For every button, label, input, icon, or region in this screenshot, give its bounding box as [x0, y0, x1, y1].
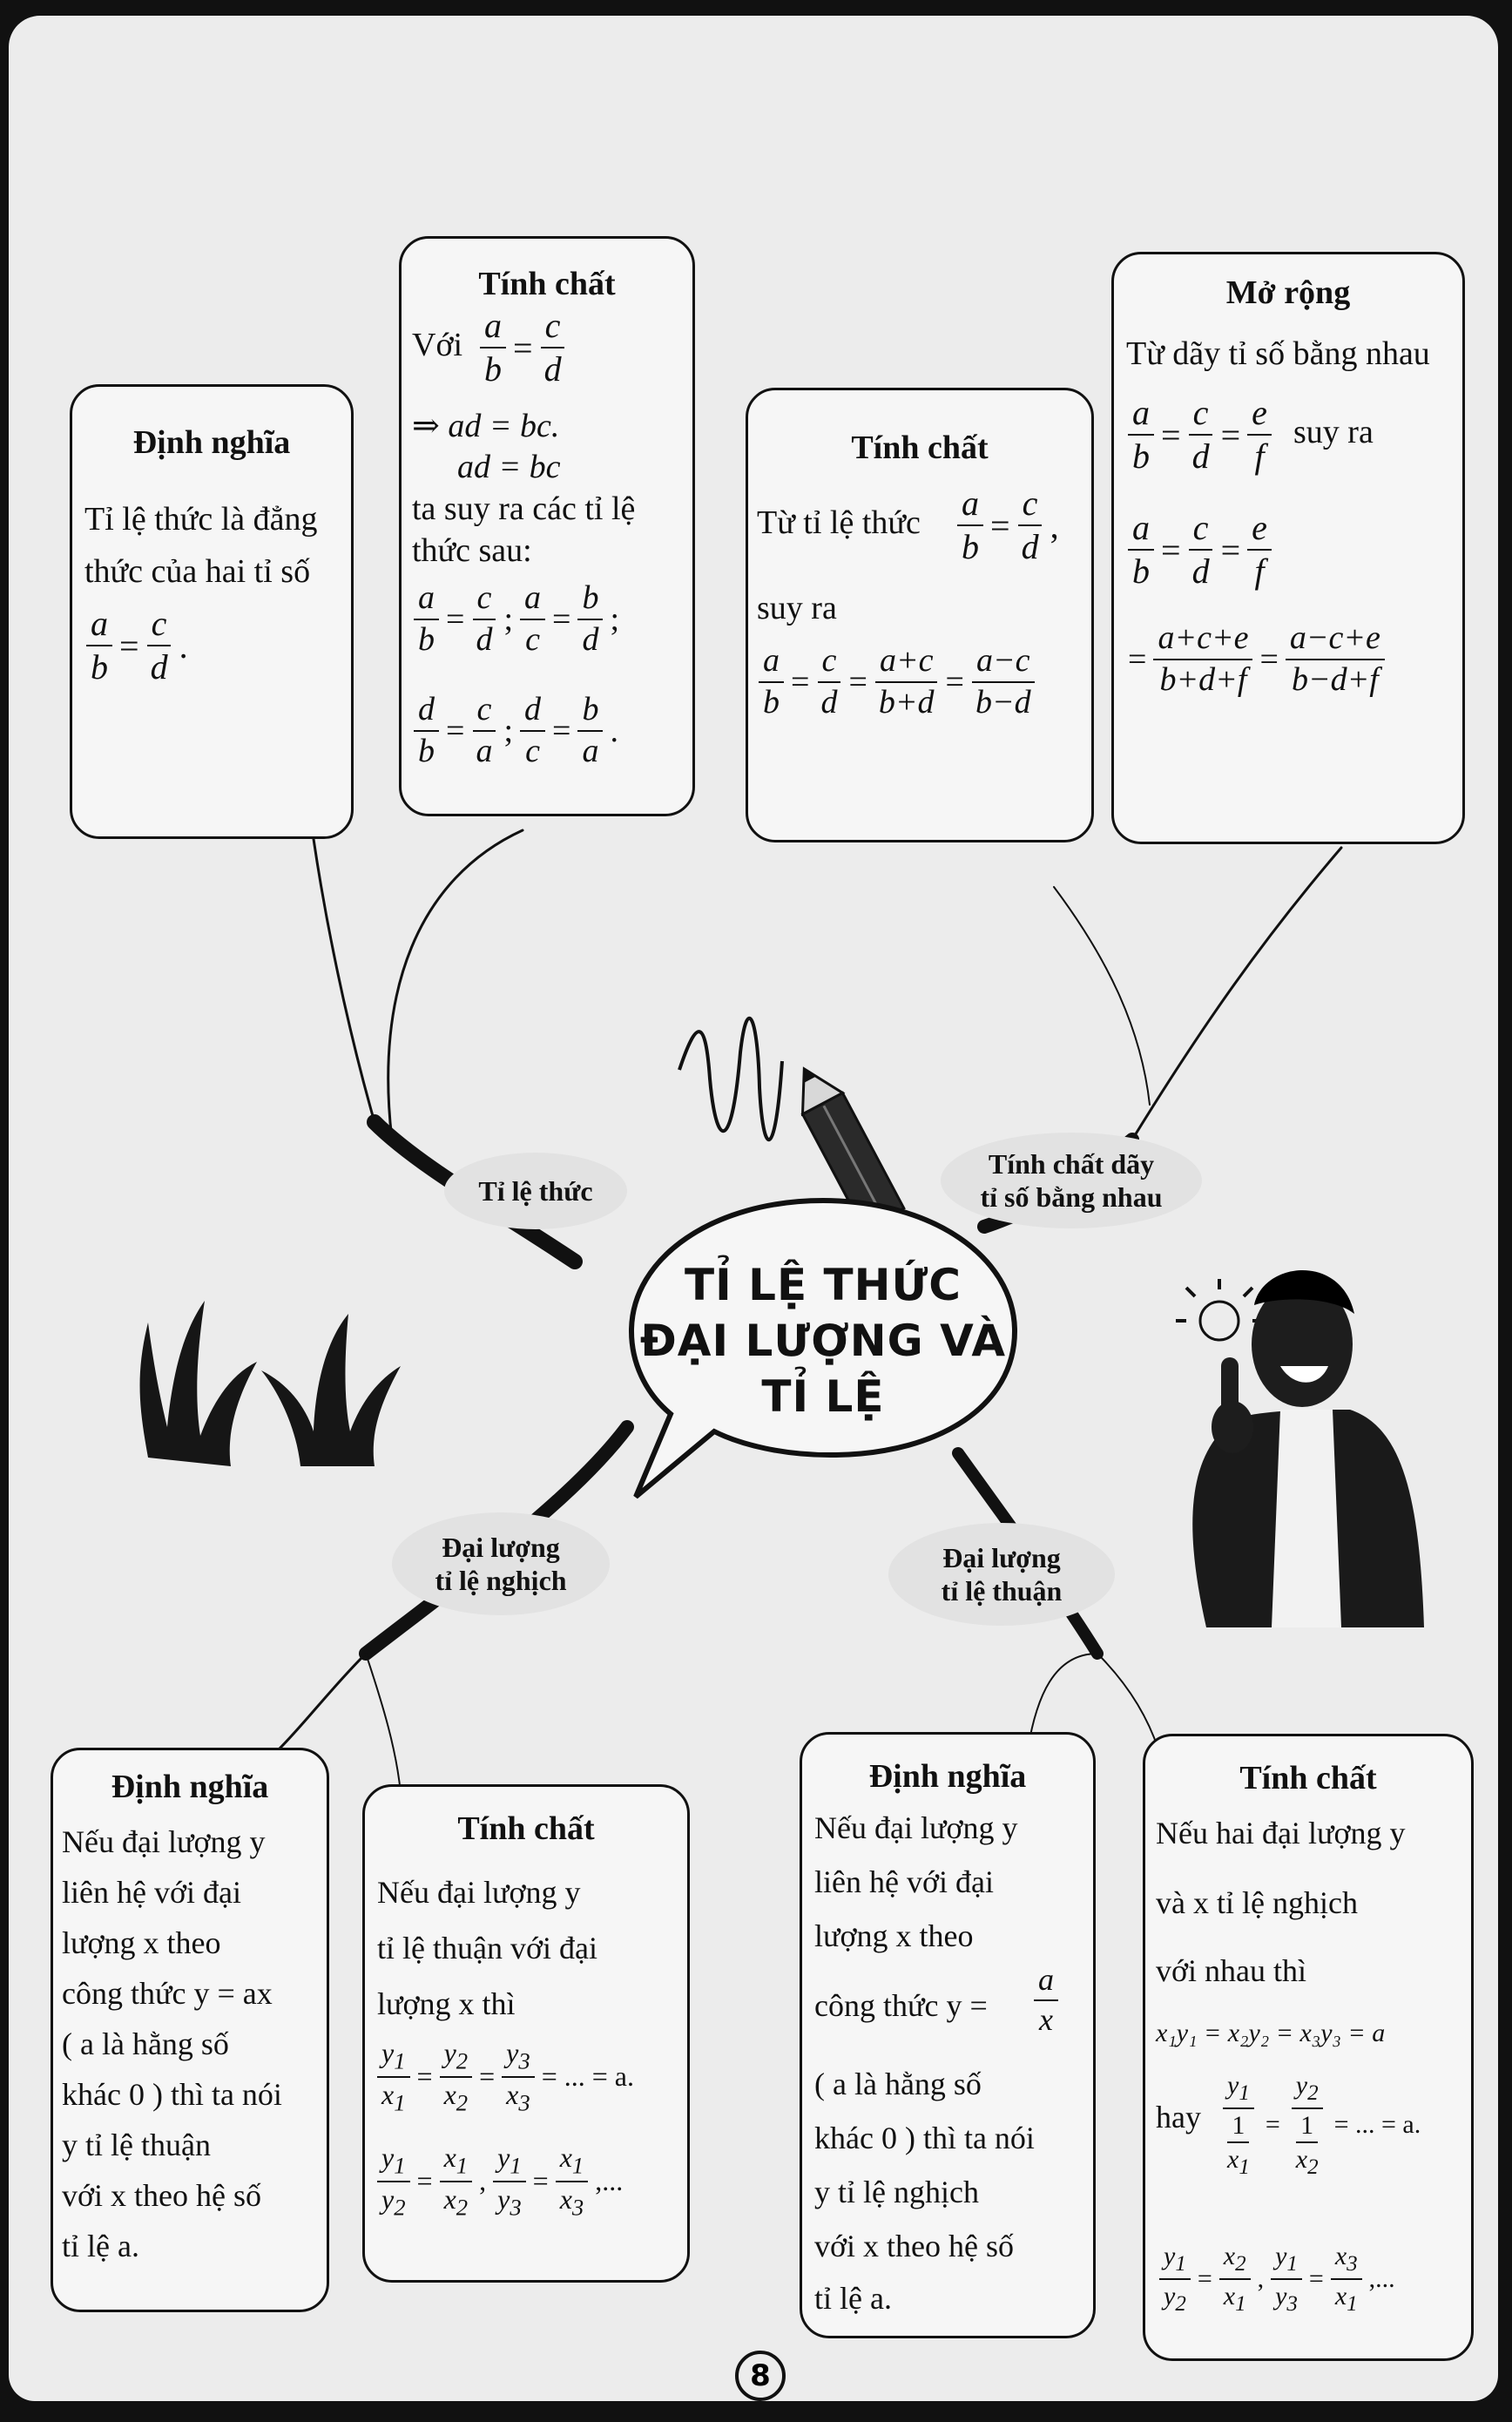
text-line: và x tỉ lệ nghịch: [1156, 1885, 1358, 1920]
branch-dai-luong-ti-le-nghich: [392, 1512, 610, 1615]
text-line: Tỉ lệ thức là đẳng: [84, 501, 318, 538]
formula-y-over-x: $\frac{y_1}{x_1}$ = $\frac{y_2}{x_2}$ = $\frac{y_3}{x_3}$ = ... = a.: [374, 2038, 638, 2115]
page-number: 8: [735, 2351, 786, 2401]
branch-line: tỉ lệ nghịch: [435, 1565, 567, 1596]
branch-ti-le-thuc: Tỉ lệ thức: [444, 1153, 627, 1229]
formula-xy-product: x₁y₁ = x₂y₂ = x₃y₃ = a: [1156, 2019, 1386, 2047]
grass-icon: [140, 1301, 401, 1466]
text-line: với nhau thì: [1156, 1953, 1307, 1988]
text-line: y tỉ lệ thuận: [62, 2128, 211, 2162]
formula-a-over-x: a x: [1030, 1963, 1062, 2037]
page: [9, 16, 1498, 2401]
branch-line: tỉ lệ thuận: [941, 1575, 1063, 1607]
card-ti-le-thuc-dinh-nghia: [70, 384, 354, 839]
center-title-line1: TỈ LỆ THỨC: [685, 1260, 962, 1310]
formula-extended-sum: = $\frac{a+c+e}{b+d+f}$ = $\frac{a-c+e}{b-d+f}$: [1124, 620, 1388, 699]
formula-sum-ratio: $\frac{a}{b}$ = $\frac{c}{d}$ = $\frac{a+c}{b+d}$ = $\frac{a-c}{b-d}$: [755, 643, 1039, 721]
formula-a-b-c-d: $\frac{a}{b}$ = $\frac{c}{d}$ ,: [954, 484, 1063, 566]
formula-a-b-c-d: $\frac{a}{b}$ = $\frac{c}{d}$ .: [83, 605, 192, 687]
formula-a-b-c-d-e-f-2: $\frac{a}{b}$ = $\frac{c}{d}$ = $\frac{e}{f}$: [1124, 509, 1275, 591]
text-line: ( a là hằng số: [814, 2067, 982, 2101]
text-line: Nếu đại lượng y: [377, 1875, 581, 1910]
text-line: suy ra: [757, 590, 837, 626]
text-line: lượng x theo: [814, 1918, 974, 1953]
card-mo-rong: [1111, 252, 1465, 844]
text-line: tỉ lệ thuận với đại: [377, 1931, 597, 1965]
branch-line: tỉ số bằng nhau: [980, 1181, 1163, 1213]
branch-line: Đại lượng: [442, 1531, 560, 1563]
card-ti-le-nghich-dinh-nghia: [800, 1732, 1096, 2338]
text-line: y tỉ lệ nghịch: [814, 2175, 979, 2209]
text-line: với x theo hệ số: [814, 2229, 1015, 2263]
center-title-line3: TỈ LỆ: [761, 1371, 885, 1422]
text-line: Nếu đại lượng y: [62, 1824, 266, 1859]
text-line: thức của hai tỉ số: [84, 553, 311, 590]
card-title: Tính chất: [457, 1810, 595, 1847]
text-line: Từ dãy tỉ số bằng nhau: [1126, 335, 1430, 372]
card-ti-le-thuan-tinh-chat: [362, 1784, 690, 2283]
text-line: công thức y =: [814, 1988, 988, 2023]
formula-ad-bc-2: ad = bc: [457, 449, 561, 485]
text-suy-ra: suy ra: [1293, 414, 1374, 450]
text-line: công thức y = ax: [62, 1976, 273, 2011]
formula-a-b-c-d-e-f: $\frac{a}{b}$ = $\frac{c}{d}$ = $\frac{e}{f}$: [1124, 394, 1275, 476]
text-line: ta suy ra các tỉ lệ: [412, 490, 636, 527]
scribble-icon: [679, 1018, 782, 1140]
formula-a-b-c-d: $\frac{a}{b}$ = $\frac{c}{d}$: [476, 307, 570, 389]
text-line: khác 0 ) thì ta nói: [62, 2077, 282, 2112]
text-line: liên hệ với đại: [62, 1875, 241, 1910]
text-hay: hay: [1156, 2100, 1201, 2134]
formula-y-over-reciprocal: $\frac{y_1}{\frac{1}{x_1}}$ = $\frac{y_2}{\frac{1}{x_2}}$ = ... = a.: [1215, 2071, 1424, 2179]
card-title: Định nghĩa: [132, 424, 291, 461]
text-line: với x theo hệ số: [62, 2178, 262, 2213]
center-topic: [618, 1183, 1028, 1514]
text-line: liên hệ với đại: [814, 1864, 994, 1899]
formula-inverse-ratio-pairs: $\frac{y_1}{y_2}$ = $\frac{x_2}{x_1}$ , $\frac{y_1}{y_3}$ = $\frac{x_3}{x_1}$ ,...: [1156, 2242, 1399, 2316]
card-ti-le-nghich-tinh-chat: [1143, 1734, 1474, 2361]
card-title: Tính chất: [851, 430, 989, 466]
text-line: lượng x thì: [377, 1986, 516, 2021]
text-line: thức sau:: [412, 532, 532, 569]
card-title: Định nghĩa: [868, 1758, 1027, 1795]
text-line: ( a là hằng số: [62, 2026, 229, 2061]
person-icon: [1176, 1270, 1424, 1627]
text-line: Nếu đại lượng y: [814, 1810, 1018, 1845]
text-line: tỉ lệ a.: [62, 2229, 139, 2263]
formula-derived-2: $\frac{d}{b}$ = $\frac{c}{a}$ ; $\frac{d}{c}$ = $\frac{b}{a}$ .: [410, 692, 622, 770]
text-with: Với: [412, 327, 463, 363]
card-ti-le-thuan-dinh-nghia: [51, 1748, 329, 2312]
text-line: Nếu hai đại lượng y: [1156, 1816, 1406, 1850]
formula-ratio-pairs: $\frac{y_1}{y_2}$ = $\frac{x_1}{x_2}$ , $\frac{y_1}{y_3}$ = $\frac{x_1}{x_3}$ ,...: [374, 2142, 626, 2220]
card-title: Mở rộng: [1225, 274, 1351, 311]
card-title: Tính chất: [1239, 1760, 1377, 1796]
formula-derived-1: $\frac{a}{b}$ = $\frac{c}{d}$ ; $\frac{a}{c}$ = $\frac{b}{d}$ ;: [410, 580, 623, 659]
branch-dai-luong-ti-le-thuan: [888, 1523, 1115, 1626]
text-line: khác 0 ) thì ta nói: [814, 2121, 1035, 2155]
branch-line: Đại lượng: [942, 1541, 1061, 1573]
card-day-ti-so-tinh-chat: [746, 388, 1094, 842]
card-title: Định nghĩa: [111, 1769, 269, 1805]
branch-line: Tính chất dãy: [988, 1147, 1155, 1180]
text-line: Từ tỉ lệ thức: [757, 504, 921, 541]
text-line: tỉ lệ a.: [814, 2281, 892, 2316]
formula-ad-bc: ⇒ ad = bc.: [412, 408, 560, 444]
card-title: Tính chất: [478, 266, 616, 302]
center-title-line2: ĐẠI LƯỢNG VÀ: [639, 1316, 1007, 1366]
text-line: lượng x theo: [62, 1925, 221, 1960]
card-ti-le-thuc-tinh-chat: [399, 236, 695, 816]
